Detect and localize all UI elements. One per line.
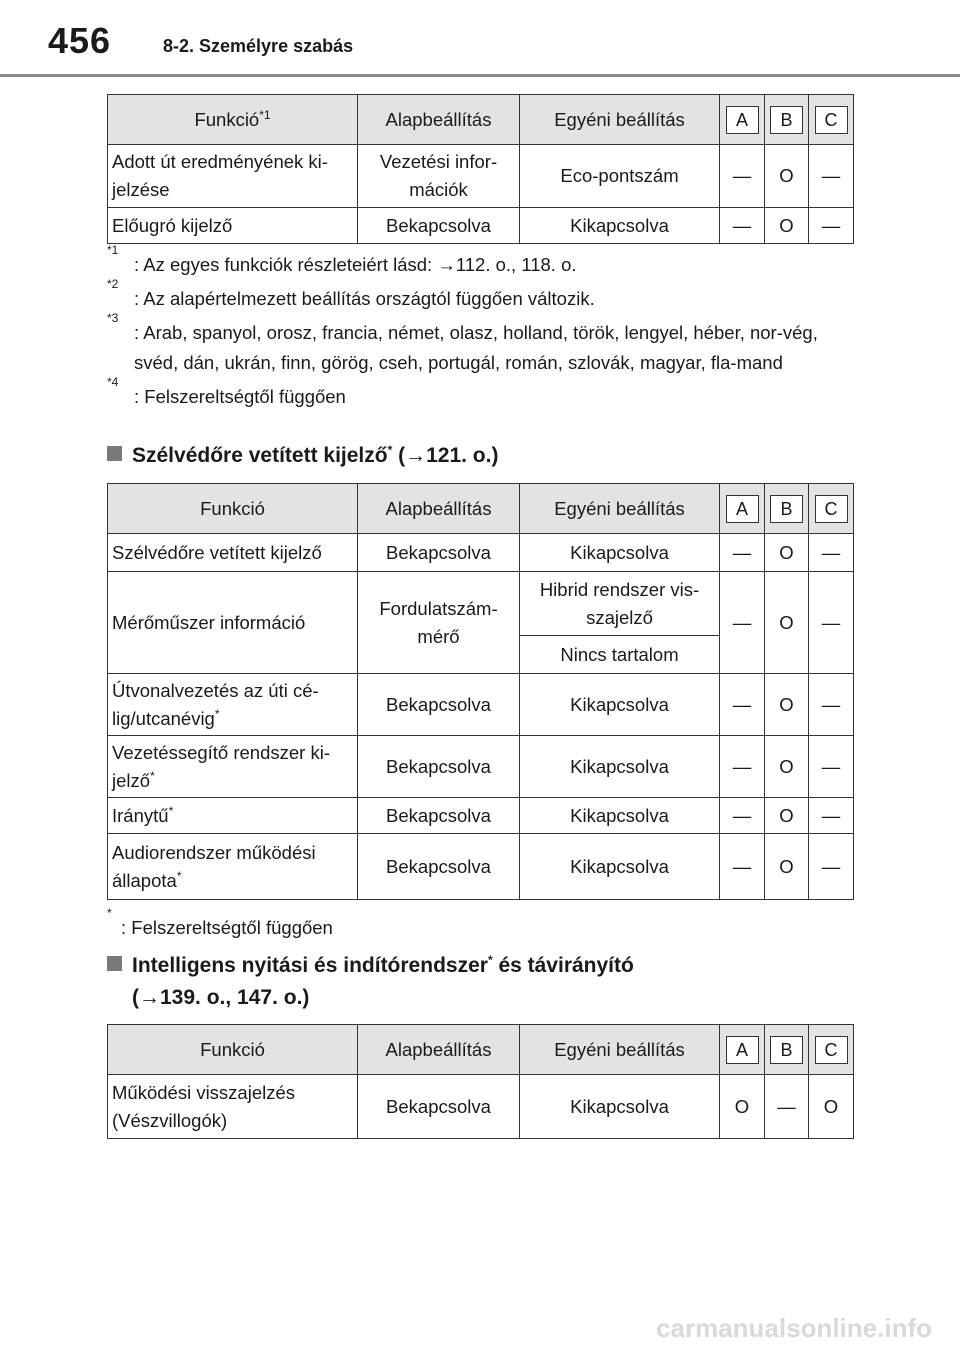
table-row	[108, 145, 854, 208]
table-header-row	[108, 95, 854, 145]
cell-funkcio: Vezetéssegítő rendszer ki-jelző*	[108, 736, 358, 798]
cell-funkcio: Szélvédőre vetített kijelző	[108, 534, 358, 572]
cell-c: —	[809, 736, 854, 798]
footnotes-2	[107, 906, 853, 947]
cell-a: —	[720, 798, 765, 834]
subsection-heading-hud: Szélvédőre vetített kijelző* (→121. o.)	[107, 440, 498, 472]
cell-a: O	[720, 1075, 765, 1139]
cell-c: —	[809, 572, 854, 674]
cell-alap: Bekapcsolva	[358, 798, 520, 834]
col-header-alap: Alapbeállítás	[358, 484, 520, 534]
cell-b: O	[765, 834, 809, 900]
cell-a: —	[720, 674, 765, 736]
col-header-funkcio: Funkció$^{*1}$	[108, 95, 358, 145]
col-header-funkcio: Funkció	[108, 484, 358, 534]
col-header-egyeni: Egyéni beállítás	[520, 1025, 720, 1075]
settings-table-2	[107, 483, 854, 900]
cell-egyeni: Kikapcsolva	[520, 798, 720, 834]
cell-egyeni: Kikapcsolva	[520, 736, 720, 798]
cell-egyeni: Eco-pontszám	[520, 145, 720, 208]
cell-b: O	[765, 798, 809, 834]
cell-a: —	[720, 572, 765, 674]
settings-table-1	[107, 94, 854, 244]
table-header-row	[108, 1025, 854, 1075]
footnote: *4 : Felszereltségtől függően	[107, 375, 346, 407]
cell-c: —	[809, 798, 854, 834]
cell-egyeni: Kikapcsolva	[520, 1075, 720, 1139]
cell-c: —	[809, 674, 854, 736]
col-label-a: A	[726, 495, 759, 523]
col-header-c	[809, 484, 854, 534]
cell-alap: Fordulatszám-mérő	[358, 572, 520, 674]
cell-egyeni: Kikapcsolva	[520, 834, 720, 900]
cell-alap: Bekapcsolva	[358, 834, 520, 900]
cell-a: —	[720, 208, 765, 244]
table-row	[108, 834, 854, 900]
cell-funkcio: Iránytű*	[108, 798, 358, 834]
footnotes	[107, 243, 853, 416]
section-title: 8-2. Személyre szabás	[163, 36, 354, 56]
col-label-b: B	[770, 1036, 803, 1064]
header-divider	[0, 74, 960, 77]
cell-alap: Vezetési infor-mációk	[358, 145, 520, 208]
bullet-square-icon	[107, 956, 122, 971]
table-row	[108, 1075, 854, 1139]
col-header-funkcio: Funkció	[108, 1025, 358, 1075]
bullet-square-icon	[107, 446, 122, 461]
cell-b: O	[765, 674, 809, 736]
table-row	[108, 798, 854, 834]
col-header-egyeni: Egyéni beállítás	[520, 95, 720, 145]
cell-a: —	[720, 736, 765, 798]
col-label-c: C	[815, 106, 848, 134]
col-header-alap: Alapbeállítás	[358, 1025, 520, 1075]
col-header-b	[765, 484, 809, 534]
settings-table-3	[107, 1024, 854, 1139]
cell-a: —	[720, 534, 765, 572]
page-number: 456	[48, 20, 112, 61]
col-label-a: A	[726, 106, 759, 134]
cell-c: —	[809, 834, 854, 900]
footnote: * : Felszereltségtől függően	[107, 906, 333, 938]
cell-funkcio: Útvonalvezetés az úti cé-lig/utcanévig*	[108, 674, 358, 736]
cell-b: O	[765, 534, 809, 572]
col-header-alap: Alapbeállítás	[358, 95, 520, 145]
col-header-a	[720, 1025, 765, 1075]
cell-funkcio: Előugró kijelző	[108, 208, 358, 244]
cell-b: O	[765, 145, 809, 208]
cell-funkcio: Adott út eredményének ki-jelzése	[108, 145, 358, 208]
col-header-c	[809, 95, 854, 145]
col-label-a: A	[726, 1036, 759, 1064]
table-row	[108, 534, 854, 572]
footnote: *2 : Az alapértelmezett beállítás országtól függően változik.	[107, 277, 595, 309]
cell-alap: Bekapcsolva	[358, 534, 520, 572]
col-label-c: C	[815, 1036, 848, 1064]
col-header-b	[765, 95, 809, 145]
cell-b: O	[765, 572, 809, 674]
cell-c: —	[809, 208, 854, 244]
col-header-b	[765, 1025, 809, 1075]
table-header-row	[108, 484, 854, 534]
cell-a: —	[720, 834, 765, 900]
cell-funkcio: Működési visszajelzés (Vészvillogók)	[108, 1075, 358, 1139]
cell-c: —	[809, 534, 854, 572]
col-header-egyeni: Egyéni beállítás	[520, 484, 720, 534]
cell-egyeni: Kikapcsolva	[520, 534, 720, 572]
cell-egyeni: Kikapcsolva	[520, 674, 720, 736]
cell-c: —	[809, 145, 854, 208]
cell-alap: Bekapcsolva	[358, 208, 520, 244]
col-header-c	[809, 1025, 854, 1075]
cell-b: O	[765, 736, 809, 798]
cell-c: O	[809, 1075, 854, 1139]
col-label-c: C	[815, 495, 848, 523]
cell-egyeni: Nincs tartalom	[520, 636, 720, 674]
col-label-b: B	[770, 106, 803, 134]
watermark: carmanualsonline.info	[656, 1313, 932, 1343]
cell-funkcio: Audiorendszer működési állapota*	[108, 834, 358, 900]
page-header	[0, 0, 960, 80]
col-header-a	[720, 95, 765, 145]
col-header-a	[720, 484, 765, 534]
cell-funkcio: Mérőműszer információ	[108, 572, 358, 674]
cell-egyeni: Kikapcsolva	[520, 208, 720, 244]
cell-alap: Bekapcsolva	[358, 1075, 520, 1139]
cell-alap: Bekapcsolva	[358, 736, 520, 798]
cell-egyeni: Hibrid rendszer vis-szajelző	[520, 572, 720, 636]
cell-b: O	[765, 208, 809, 244]
cell-b: —	[765, 1075, 809, 1139]
footnote: *3 : Arab, spanyol, orosz, francia, német, olasz, holland, török, lengyel, héber, nor-vég, svéd, dán, ukrán, finn, görög, cseh, portugál, román, szlovák, magyar, fla-mand	[107, 311, 818, 373]
table-row	[108, 208, 854, 244]
cell-a: —	[720, 145, 765, 208]
cell-alap: Bekapcsolva	[358, 674, 520, 736]
subsection-heading-smart-key: Intelligens nyitási és indítórendszer* és távirányító (→139. o., 147. o.)	[107, 950, 634, 1014]
table-row	[108, 674, 854, 736]
table-row	[108, 736, 854, 798]
table-row	[108, 572, 854, 636]
footnote: *1 : Az egyes funkciók részleteiért lásd: →112. o., 118. o.	[107, 243, 577, 275]
col-label-b: B	[770, 495, 803, 523]
